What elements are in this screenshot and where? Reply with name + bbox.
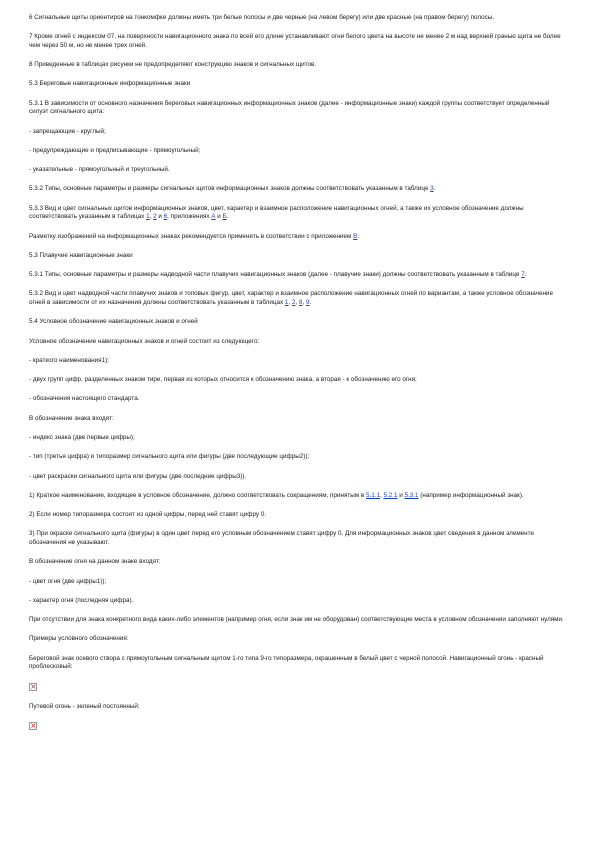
paragraph-8: 8 Приведенные в таблицах рисунки не предопределяют конструкцию знаков и сигнальных щитов. <box>29 61 317 69</box>
paragraph-marking: Разметку изображений на информационных знаках рекомендуется применять в соответствии с приложением В. <box>29 232 360 240</box>
section-heading-floating: 5.3 Плавучие навигационные знаки <box>29 251 133 259</box>
image-row-1 <box>29 683 567 693</box>
paragraph-example-1: Береговой знак осевого створа с прямоугольным сигнальным щитом 1-го типа 9-го типоразмера, окрашенным в белый цвет с черной полосой. Навигационный огонь - красный проблесковый: <box>29 654 544 671</box>
appendix-v-link[interactable]: В <box>353 232 358 240</box>
document-page <box>29 14 567 742</box>
list-item: - цвет раскраски сигнального щита или фигуры (две последние цифры3)). <box>29 472 247 480</box>
list-item: - двух групп цифр, разделенных знаком тире, первая из которых относится к обозначению знака, а вторая - к обозначению его огня; <box>29 376 417 384</box>
footnote-3: 3) При окраске сигнального щита (фигуры) в один цвет перед его условным обозначением ставят цифру 0. Для информационных знаков цвет сведения в данном элементе обозначения не указывают. <box>29 530 534 546</box>
table-7-link[interactable]: 7 <box>521 271 525 279</box>
paragraph-absent-elements: При отсутствии для знака конкретного вида каких-либо элементов (например огня, если знак им не оборудован) соответствующие места в условном обозначении заполняют нулями. <box>29 616 564 624</box>
table-9-link[interactable]: 9 <box>305 299 310 307</box>
section-5-3-1-link[interactable]: 5.3.1 <box>404 491 419 499</box>
list-item: - индекс знака (две первые цифры); <box>29 434 135 441</box>
list-item: - цвет огня (две цифры1)); <box>29 577 107 585</box>
list-item: - обозначения настоящего стандарта. <box>29 395 140 403</box>
section-heading-5-3: 5.3 Береговые навигационные информационные знаки <box>29 80 191 88</box>
paragraph-light-includes: В обозначение огня на данном знаке входят: <box>29 558 161 566</box>
image-row-2 <box>29 722 567 732</box>
section-5-2-1-link[interactable]: 5.2.1 <box>383 491 398 499</box>
table-2-link[interactable]: 2 <box>291 299 296 307</box>
table-1-link[interactable]: 1 <box>284 299 289 307</box>
table-3-link[interactable]: 3 <box>430 185 434 193</box>
footnote-1: 1) Краткое наименование, входящее в условное обозначение, должно соответствовать сокращениям, принятым в 5.1.1, 5.2.1 и 5.3.1 (например информационный знак). <box>29 491 524 499</box>
paragraph-floating-2: 5.3.2 Вид и цвет надводной части плавучих знаков и топовых фигур, цвет, характер и взаимное расположение навигационных огней по вариантам, а также условное обозначение огней в зависимости от их назначения должны соответствовать указанным в таблицах 1, 2, 8, 9. <box>29 290 553 307</box>
paragraph-7: 7 Кроме огней с индексом 07, на поверхности навигационного знака по всей его длине устанавливают огни белого цвета на высоте не менее 2 м над верхней гранью щита не более чем через 50 м, но не менее трех огней. <box>29 33 561 49</box>
section-heading-5-4: 5.4 Условное обозначение навигационных знаков и огней <box>29 318 198 326</box>
paragraph-5-3-3: 5.3.3 Вид и цвет сигнальных щитов информационных знаков, цвет, характер и взаимное расположение навигационных огней, а также их условное обозначение должны соответствовать указанным в таблицах 1, 2 и 6, приложениях А и Б. <box>29 204 524 221</box>
broken-image-icon <box>29 683 37 691</box>
broken-image-icon <box>29 722 37 730</box>
list-item: - запрещающие - круглый; <box>29 127 106 135</box>
paragraph-sign-includes: В обозначение знака входят: <box>29 414 114 422</box>
table-8-link[interactable]: 8 <box>298 299 303 307</box>
table-6-link[interactable]: 6 <box>163 213 168 221</box>
paragraph-floating-1: 5.3.1 Типы, основные параметры и размеры надводной части плавучих навигационных знаков (далее - плавучие знаки) должны соответствовать указанным в таблице 7. <box>29 271 527 279</box>
appendix-a-link[interactable]: А <box>211 213 216 221</box>
table-2-link[interactable]: 2 <box>153 213 157 221</box>
section-5-1-1-link[interactable]: 5.1.1 <box>365 491 380 499</box>
paragraph-5-3-2: 5.3.2 Типы, основные параметры и размеры сигнальных щитов информационных знаков должны соответствовать указанным в таблице 3. <box>29 185 436 193</box>
paragraph-examples-title: Примеры условного обозначения: <box>29 635 129 643</box>
paragraph-6: 6 Сигнальные щиты ориентиров на тонкомфке должны иметь три белые полосы и две черные (на левом берегу) или две красные (на правом берегу) полосы. <box>29 14 495 21</box>
paragraph-example-2: Путевой огонь - зеленый постоянный: <box>29 702 140 710</box>
table-1-link[interactable]: 1 <box>146 213 150 221</box>
list-item: - указательные - прямоугольный и треугольный. <box>29 166 170 174</box>
list-item: - характер огня (последняя цифра). <box>29 596 134 604</box>
paragraph-5-3-1: 5.3.1 В зависимости от основного назначения береговых навигационных информационных знаков (далее - информационные знаки) каждой группы соответствует определенный силуэт сигнального щита: <box>29 99 550 116</box>
paragraph-5-4-intro: Условное обозначение навигационных знаков и огней состоит из следующего: <box>29 337 260 345</box>
list-item: - тип (третья цифра) и типоразмер сигнального щита или фигуры (две последующие цифры2)); <box>29 453 310 461</box>
appendix-b-link[interactable]: Б <box>222 213 227 221</box>
footnote-2: 2) Если номер типоразмера состоит из одной цифры, перед ней ставят цифру 0. <box>29 511 267 519</box>
list-item: - краткого наименования1); <box>29 356 109 364</box>
list-item: - предупреждающие и предписывающие - прямоугольный; <box>29 146 201 154</box>
